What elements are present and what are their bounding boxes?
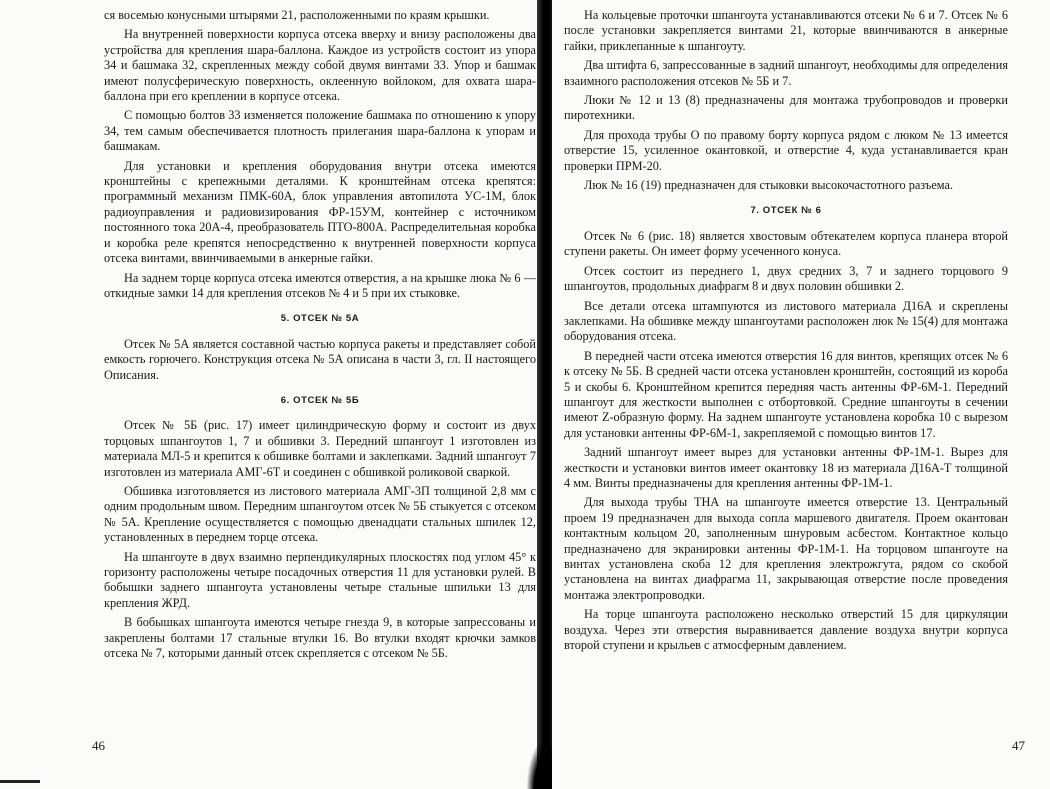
paragraph: ся восемью конусными штырями 21, расположенными по краям крышки. [104, 8, 490, 22]
paragraph: Отсек № 6 (рис. 18) является хвостовым обтекателем корпуса планера второй ступени ракеты. Он имеет форму усеченного конуса. [564, 228, 1008, 259]
paragraph: Люки № 12 и 13 (8) предназначены для монтажа трубопроводов и проверки пиротехники. [564, 93, 1008, 123]
paragraph: На внутренней поверхности корпуса отсека вверху и внизу расположены два устройства для крепления шара-баллона. Каждое из устройств состоит из упора 34 и башмака 32, скрепленных между собой двумя винтами 33. Упор и башмак имеют полусферическую поверхность, оклеенную войлоком, для охвата шара-баллона при его креплении в корпусе отсека. [104, 27, 536, 104]
paragraph: На торце шпангоута расположено несколько отверстий 15 для циркуляции воздуха. Через эти отверстия выравнивается давление воздуха внутри корпуса второй ступени и крыльев с атмосферным давлением. [564, 607, 1008, 653]
paragraph: Отсек № 5А является составной частью корпуса ракеты и представляет собой емкость горючего. Конструкция отсека № 5А описана в части 3, гл. II настоящего Описания. [104, 336, 536, 382]
paragraph: В бобышках шпангоута имеются четыре гнезда 9, в которые запрессованы и закреплены болтами 17 стальные втулки 16. Во втулки входят крючки замков отсека № 7, которыми данный отсек скрепляется с отсеком № 5Б. [104, 615, 536, 661]
paragraph: В передней части отсека имеются отверстия 16 для винтов, крепящих отсек № 6 к отсеку № 5Б. В средней части отсека установлен кронштейн, состоящий из короба 5 и скобы 6. Кронштейном крепится передняя часть антенны ФР-6М-1. Передний шпангоут для жесткости выполнен с отбортовкой. Средние шпангоуты в сечении имеют Z-образную форму. На заднем шпангоуте установлена коробка 10 с вырезом для установки антенны ФР-6М-1, закрепляемой с помощью винтов 17. [564, 348, 1008, 440]
paragraph: На кольцевые проточки шпангоута устанавливаются отсеки № 6 и 7. Отсек № 6 после установки закрепляется винтами 21, которые ввинчиваются в анкерные гайки, приклепанные к шпангоуту. [564, 8, 1008, 53]
page-number-right: 47 [1012, 738, 1025, 753]
page-number-left: 46 [92, 738, 105, 753]
paragraph: Для выхода трубы ТНА на шпангоуте имеется отверстие 13. Центральный проем 19 предназначен для выхода сопла маршевого двигателя. Проем окантован контактным кольцом 20, заполненным шнуровым асбестом. Контактное кольцо предназначено для экранировки антенны ФР-1М-1. На торцовом шпангоуте на винтах установлена скоба 12 для крепления электрожгута, рядом со скобой установлена на винтах диафрагма 11, закрывающая отверстие после проведения монтажа электропроводки. [564, 495, 1008, 602]
paragraph: Отсек № 5Б (рис. 17) имеет цилиндрическую форму и состоит из двух торцовых шпангоутов 1, 7 и обшивки 3. Передний шпангоут 1 изготовлен из материала МЛ-5 и крепится к обшивке болтами и заклепками. Задний шпангоут 7 изготовлен из материала АМГ-6Т и соединен с обшивкой роликовой сваркой. [104, 418, 536, 479]
paragraph: Отсек состоит из переднего 1, двух средних 3, 7 и заднего торцового 9 шпангоутов, продольных диафрагм 8 и двух половин обшивки 2. [564, 263, 1008, 294]
section-heading-5a: 5. ОТСЕК № 5А [280, 313, 360, 325]
paragraph: Два штифта 6, запрессованные в задний шпангоут, необходимы для определения взаимного расположения отсеков № 5Б и 7. [564, 58, 1008, 88]
paragraph: Для установки и крепления оборудования внутри отсека имеются кронштейны с крепежными деталями. К кронштейнам отсека крепятся: программный механизм ПМК-60А, блок управления автопилота УС-1М, блок радиоуправления и радиовизирования ФР-15УМ, контейнер с источником постоянного тока 20А-4, преобразователь ПТО-800А. Распределительная коробка и коробка реле крепятся непосредственно к внутренней поверхности корпуса отсека винтами, ввинчиваемыми в анкерные гайки. [104, 158, 536, 266]
left-page-text-column [104, 8, 536, 665]
right-page-text-column [564, 8, 1008, 657]
paragraph: С помощью болтов 33 изменяется положение башмака по отношению к упору 34, тем самым обеспечивается плотность прилегания шара-баллона к упорам и башмакам. [104, 108, 536, 154]
scan-edge-mark [0, 780, 40, 783]
paragraph: Задний шпангоут имеет вырез для установки антенны ФР-1М-1. Вырез для жесткости и установки винтов имеет окантовку 18 из материала Д16А-Т толщиной 4 мм. Винты предназначены для крепления антенны ФР-1М-1. [564, 445, 1008, 490]
paragraph: Все детали отсека штампуются из листового материала Д16А и скреплены заклепками. На обшивке между шпангоутами расположен люк № 15(4) для монтажа оборудования отсека. [564, 298, 1008, 344]
paragraph: Обшивка изготовляется из листового материала АМГ-3П толщиной 2,8 мм с одним продольным швом. Передним шпангоутом отсек № 5Б стыкуется с отсеком № 5А. Крепление осуществляется с помощью двенадцати стальных шпилек 12, установленных в переднем торце отсека. [104, 483, 536, 545]
paragraph: На шпангоуте в двух взаимно перпендикулярных плоскостях под углом 45° к горизонту расположены четыре посадочных отверстия 11 для установки рулей. В бобышки заднего шпангоута установлены четыре стальные шпильки 13 для крепления ЖРД. [104, 549, 536, 610]
section-heading-5b: 6. ОТСЕК № 5Б [280, 394, 360, 406]
section-heading-6: 7. ОТСЕК № 6 [750, 205, 822, 217]
paragraph: Для прохода трубы О по правому борту корпуса рядом с люком № 13 имеется отверстие 15, усиленное окантовкой, и отверстие 4, куда устанавливается кран проверки ПРМ-20. [564, 127, 1008, 173]
paragraph: На заднем торце корпуса отсека имеются отверстия, а на крышке люка № 6 — откидные замки 14 для крепления отсеков № 4 и 5 при их стыковке. [104, 270, 536, 300]
paragraph: Люк № 16 (19) предназначен для стыковки высокочастотного разъема. [584, 178, 954, 193]
right-page [552, 0, 1050, 789]
